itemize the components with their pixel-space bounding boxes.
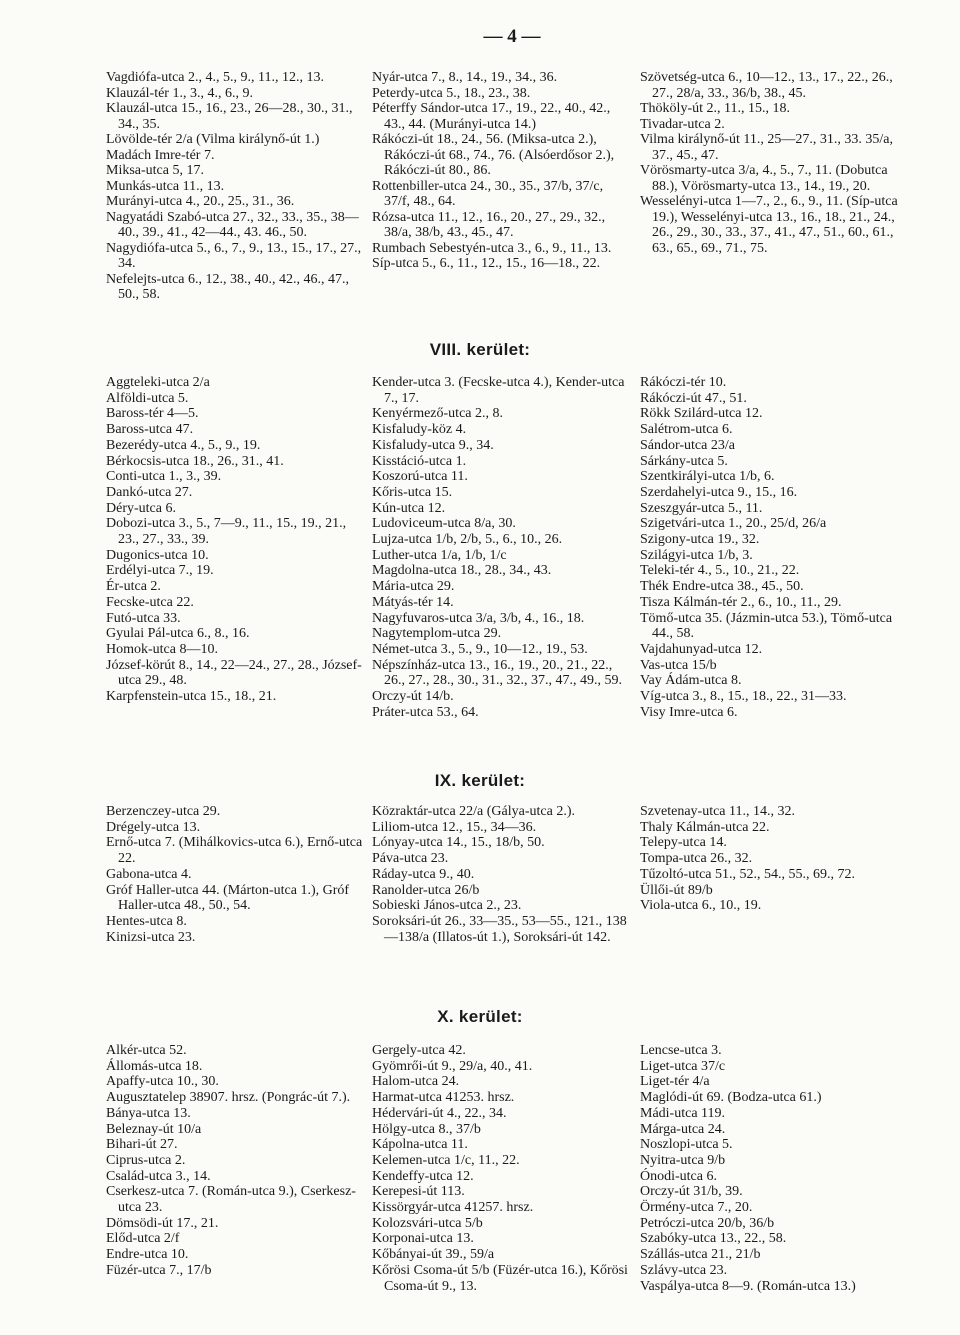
street-entry: Ér-utca 2. [106, 579, 161, 595]
street-entry: Gyömrői-út 9., 29/a, 40., 41. [372, 1058, 533, 1074]
column-1 [106, 1043, 364, 1279]
street-entry: Kisstáció-utca 1. [372, 453, 467, 469]
column-1 [106, 804, 364, 945]
street-entry: Bezerédy-utca 4., 5., 9., 19. [106, 437, 261, 453]
street-entry: Tompa-utca 26., 32. [640, 851, 753, 867]
section-heading-ix: IX. kerület: [434, 771, 526, 790]
column-3 [640, 375, 902, 720]
street-entry: Visy Imre-utca 6. [640, 704, 738, 720]
street-entry: Kőrösi Csoma-út 5/b (Füzér-utca 16.), Kőrösi Csoma-út 9., 13. [372, 1262, 628, 1294]
street-entry: Szerdahelyi-utca 9., 15., 16. [640, 484, 798, 500]
street-entry: Előd-utca 2/f [106, 1231, 180, 1247]
column-2 [372, 375, 630, 720]
street-entry: Berzenczey-utca 29. [106, 804, 221, 819]
street-entry: Endre-utca 10. [106, 1247, 189, 1263]
street-entry: Munkás-utca 11., 13. [106, 178, 225, 194]
street-entry: Rákóczi-tér 10. [640, 375, 727, 390]
street-entry: Vörösmarty-utca 3/a, 4., 5., 7., 11. (Dobutca 88.), Vörösmarty-utca 13., 14., 19., 20. [640, 163, 888, 194]
street-entry: Drégely-utca 13. [106, 819, 201, 835]
street-entry: Lónyay-utca 14., 15., 18/b, 50. [372, 835, 545, 851]
street-entry: Murányi-utca 4., 20., 25., 31., 36. [106, 194, 295, 209]
street-entry: Rottenbiller-utca 24., 30., 35., 37/b, 37/c, 37/f, 48., 64. [372, 178, 604, 209]
street-entry: Péterffy Sándor-utca 17., 19., 22., 40., 42., 43., 44. (Murányi-utca 14.) [372, 101, 611, 132]
street-entry: Vay Ádám-utca 8. [640, 673, 742, 689]
street-entry: Mátyás-tér 14. [372, 594, 454, 610]
street-entry: Vaspálya-utca 8—9. (Román-utca 13.) [640, 1278, 856, 1294]
street-entry: Bihari-út 27. [106, 1137, 178, 1153]
street-entry: Cserkesz-utca 7. (Román-utca 9.), Cserkesz-utca 23. [106, 1184, 356, 1216]
street-entry: Kelemen-utca 1/c, 11., 22. [372, 1152, 520, 1168]
street-entry: Wesselényi-utca 1—7., 2., 6., 9., 11. (Síp-utca 19.), Wesselényi-utca 13., 16., 18., 21., 24., 26., 29., 30., 33., 37., 41., 47., 51., 60., 61., 63., 65., 69., 71., 75. [640, 194, 898, 256]
street-entry: Hölgy-utca 8., 37/b [372, 1121, 481, 1137]
street-entry: Sándor-utca 23/a [640, 437, 735, 453]
column-2 [372, 804, 630, 945]
street-entry: Szabóky-utca 13., 22., 58. [640, 1231, 787, 1247]
street-entry: Futó-utca 33. [106, 610, 181, 626]
street-entry: Ráday-utca 9., 40. [372, 866, 475, 882]
street-entry: Páva-utca 23. [372, 851, 449, 867]
street-entry: Tivadar-utca 2. [640, 116, 725, 132]
column-3 [640, 1043, 902, 1294]
street-entry: Rákóczi-út 47., 51. [640, 390, 747, 406]
street-entry: Peterdy-utca 5., 18., 23., 38. [372, 85, 531, 101]
street-entry: Szilágyi-utca 1/b, 3. [640, 547, 753, 563]
street-entry: Tömő-utca 35. (Jázmin-utca 53.), Tömő-utca 44., 58. [640, 610, 893, 642]
street-entry: Dankó-utca 27. [106, 484, 193, 500]
street-entry: Rákóczi-út 18., 24., 56. (Miksa-utca 2.), Rákóczi-út 68., 74., 76. (Alsóerdősor 2.), Rákóczi-út 80., 86. [372, 132, 615, 178]
street-entry: Liliom-utca 12., 15., 34—36. [372, 819, 537, 835]
street-entry: Liget-utca 37/c [640, 1058, 726, 1074]
street-entry: Sárkány-utca 5. [640, 453, 728, 469]
street-entry: Kún-utca 12. [372, 500, 446, 516]
street-entry: Klauzál-tér 1., 3., 4., 6., 9. [106, 85, 253, 101]
street-entry: Nagyfuvaros-utca 3/a, 3/b, 4., 16., 18. [372, 610, 585, 626]
street-entry: Rökk Szilárd-utca 12. [640, 406, 763, 422]
street-entry: Dobozi-utca 3., 5., 7—9., 11., 15., 19., 21., 23., 27., 33., 39. [106, 516, 347, 548]
street-entry: Nagytemplom-utca 29. [372, 626, 502, 642]
street-entry: Szigetvári-utca 1., 20., 25/d, 26/a [640, 516, 827, 532]
street-entry: Vagdiófa-utca 2., 4., 5., 9., 11., 12., 13. [106, 70, 324, 85]
street-entry: Déry-utca 6. [106, 500, 176, 516]
street-entry: Beleznay-út 10/a [106, 1121, 202, 1137]
street-entry: Maglódi-út 69. (Bodza-utca 61.) [640, 1090, 822, 1106]
street-entry: Lencse-utca 3. [640, 1043, 722, 1058]
street-entry: Thököly-út 2., 11., 15., 18. [640, 101, 790, 116]
street-entry: Örmény-utca 7., 20. [640, 1200, 753, 1216]
street-entry: Kissörgyár-utca 41257. hrsz. [372, 1200, 534, 1216]
street-entry: Thaly Kálmán-utca 22. [640, 819, 770, 835]
page-number: — 4 — [483, 26, 541, 47]
street-entry: Mádi-utca 119. [640, 1105, 726, 1121]
street-entry: Gróf Haller-utca 44. (Márton-utca 1.), Gróf Haller-utca 48., 50., 54. [106, 882, 350, 914]
street-entry: Vas-utca 15/b [640, 657, 717, 673]
street-entry: Nefelejts-utca 6., 12., 38., 40., 42., 46., 47., 50., 58. [106, 271, 350, 302]
street-entry: Kőbányai-út 39., 59/a [372, 1247, 495, 1263]
street-entry: Nagyatádi Szabó-utca 27., 32., 33., 35., 38—40., 39., 41., 42—44., 43. 46., 50. [106, 209, 359, 240]
street-entry: Tűzoltó-utca 51., 52., 54., 55., 69., 72. [640, 866, 856, 882]
street-entry: Madách Imre-tér 7. [106, 147, 215, 163]
street-entry: Népszínház-utca 13., 16., 19., 20., 21., 22., 26., 27., 28., 30., 31., 32., 37., 47., 49., 59. [372, 657, 622, 689]
street-entry: Salétrom-utca 6. [640, 422, 733, 438]
street-entry: Állomás-utca 18. [106, 1058, 203, 1074]
street-entry: Szeszgyár-utca 5., 11. [640, 500, 763, 516]
street-entry: Nagydiófa-utca 5., 6., 7., 9., 13., 15., 17., 27., 34. [106, 240, 362, 271]
street-entry: Augusztatelep 38907. hrsz. (Pongrác-út 7.). [106, 1090, 351, 1106]
street-entry: Liget-tér 4/a [640, 1074, 710, 1090]
street-entry: Hentes-utca 8. [106, 913, 187, 929]
street-entry: Kőris-utca 15. [372, 484, 453, 500]
street-entry: Kisfaludy-köz 4. [372, 422, 467, 438]
street-entry: Vilma királynő-út 11., 25—27., 31., 33. 35/a, 37., 45., 47. [640, 132, 893, 163]
street-entry: Halom-utca 24. [372, 1074, 460, 1090]
street-entry: Német-utca 3., 5., 9., 10—12., 19., 53. [372, 641, 588, 657]
street-entry: Erdélyi-utca 7., 19. [106, 563, 214, 579]
street-entry: Mária-utca 29. [372, 579, 455, 595]
street-entry: Orczy-út 14/b. [372, 689, 454, 705]
street-entry: Szentkirályi-utca 1/b, 6. [640, 469, 775, 485]
street-entry: Fecske-utca 22. [106, 594, 194, 610]
street-entry: József-körút 8., 14., 22—24., 27., 28., József-utca 29., 48. [106, 657, 362, 689]
street-entry: Aggteleki-utca 2/a [106, 375, 210, 390]
street-entry: Petróczi-utca 20/b, 36/b [640, 1215, 775, 1231]
street-entry: Orczy-út 31/b, 39. [640, 1184, 743, 1200]
street-entry: Tisza Kálmán-tér 2., 6., 10., 11., 29. [640, 594, 842, 610]
street-entry: Korponai-utca 13. [372, 1231, 474, 1247]
street-entry: Hédervári-út 4., 22., 34. [372, 1105, 507, 1121]
street-entry: Gergely-utca 42. [372, 1043, 466, 1058]
street-entry: Vajdahunyad-utca 12. [640, 641, 763, 657]
street-entry: Alkér-utca 52. [106, 1043, 187, 1058]
street-entry: Kolozsvári-utca 5/b [372, 1215, 483, 1231]
street-entry: Teleki-tér 4., 5., 10., 21., 22. [640, 563, 800, 579]
street-entry: Lövölde-tér 2/a (Vilma királynő-út 1.) [106, 132, 320, 147]
street-entry: Nyár-utca 7., 8., 14., 19., 34., 36. [372, 70, 558, 85]
column-2 [372, 70, 622, 272]
street-entry: Dömsödi-út 17., 21. [106, 1215, 219, 1231]
street-entry: Viola-utca 6., 10., 19. [640, 898, 762, 914]
street-entry: Kendeffy-utca 12. [372, 1168, 474, 1184]
street-entry: Soroksári-út 26., 33—35., 53—55., 121., 138—138/a (Illatos-út 1.), Soroksári-út 142. [372, 913, 627, 945]
street-entry: Üllői-út 89/b [640, 882, 713, 898]
street-entry: Rumbach Sebestyén-utca 3., 6., 9., 11., 13. [372, 240, 612, 256]
street-entry: Füzér-utca 7., 17/b [106, 1262, 212, 1278]
street-entry: Ernő-utca 7. (Mihálkovics-utca 6.), Ernő-utca 22. [106, 835, 363, 867]
street-entry: Baross-tér 4—5. [106, 406, 199, 422]
street-entry: Thék Endre-utca 38., 45., 50. [640, 579, 804, 595]
street-entry: Bérkocsis-utca 18., 26., 31., 41. [106, 453, 284, 469]
column-1 [106, 375, 364, 705]
street-entry: Kinizsi-utca 23. [106, 929, 196, 945]
street-entry: Alföldi-utca 5. [106, 390, 189, 406]
street-entry: Dugonics-utca 10. [106, 547, 209, 563]
column-2 [372, 1043, 630, 1294]
street-entry: Lujza-utca 1/b, 2/b, 5., 6., 10., 26. [372, 532, 563, 548]
street-entry: Ludoviceum-utca 8/a, 30. [372, 516, 516, 532]
street-entry: Víg-utca 3., 8., 15., 18., 22., 31—33. [640, 689, 847, 705]
street-entry: Szlávy-utca 23. [640, 1262, 728, 1278]
section-heading-x: X. kerület: [437, 1007, 523, 1026]
street-entry: Telepy-utca 14. [640, 835, 727, 851]
street-entry: Ranolder-utca 26/b [372, 882, 480, 898]
street-entry: Baross-utca 47. [106, 422, 194, 438]
street-entry: Harmat-utca 41253. hrsz. [372, 1090, 515, 1106]
street-entry: Szvetenay-utca 11., 14., 32. [640, 804, 795, 819]
section-heading-viii: VIII. kerület: [429, 340, 531, 359]
street-entry: Homok-utca 8—10. [106, 641, 218, 657]
street-entry: Szövetség-utca 6., 10—12., 13., 17., 22., 26., 27., 28/a, 33., 36/b, 38., 45. [640, 70, 893, 101]
street-entry: Apaffy-utca 10., 30. [106, 1074, 219, 1090]
column-3 [640, 804, 902, 914]
street-entry: Rózsa-utca 11., 12., 16., 20., 27., 29., 32., 38/a, 38/b, 43., 45., 47. [372, 209, 606, 240]
street-entry: Márga-utca 24. [640, 1121, 726, 1137]
street-entry: Család-utca 3., 14. [106, 1168, 211, 1184]
street-entry: Kerepesi-út 113. [372, 1184, 465, 1200]
street-entry: Kápolna-utca 11. [372, 1137, 468, 1153]
street-entry: Szigony-utca 19., 32. [640, 532, 760, 548]
street-entry: Gyulai Pál-utca 6., 8., 16. [106, 626, 250, 642]
street-entry: Bánya-utca 13. [106, 1105, 191, 1121]
street-entry: Karpfenstein-utca 15., 18., 21. [106, 689, 277, 705]
street-entry: Ciprus-utca 2. [106, 1152, 186, 1168]
street-entry: Koszorú-utca 11. [372, 469, 468, 485]
street-entry: Ónodi-utca 6. [640, 1168, 717, 1184]
street-entry: Kenyérmező-utca 2., 8. [372, 406, 503, 422]
street-entry: Kisfaludy-utca 9., 34. [372, 437, 494, 453]
street-entry: Noszlopi-utca 5. [640, 1137, 733, 1153]
column-3 [640, 70, 902, 256]
street-entry: Gabona-utca 4. [106, 866, 192, 882]
street-entry: Práter-utca 53., 64. [372, 704, 479, 720]
street-entry: Kender-utca 3. (Fecske-utca 4.), Kender-utca 7., 17. [372, 375, 625, 406]
street-entry: Szállás-utca 21., 21/b [640, 1247, 761, 1263]
street-entry: Közraktár-utca 22/a (Gálya-utca 2.). [372, 804, 575, 819]
street-entry: Sobieski János-utca 2., 23. [372, 898, 522, 914]
street-entry: Conti-utca 1., 3., 39. [106, 469, 222, 485]
street-entry: Síp-utca 5., 6., 11., 12., 15., 16—18., 22. [372, 256, 601, 271]
street-entry: Luther-utca 1/a, 1/b, 1/c [372, 547, 507, 563]
column-1 [106, 70, 364, 303]
street-entry: Nyitra-utca 9/b [640, 1152, 726, 1168]
street-entry: Miksa-utca 5, 17. [106, 163, 204, 178]
street-entry: Magdolna-utca 18., 28., 34., 43. [372, 563, 552, 579]
street-entry: Klauzál-utca 15., 16., 23., 26—28., 30., 31., 34., 35. [106, 101, 353, 132]
